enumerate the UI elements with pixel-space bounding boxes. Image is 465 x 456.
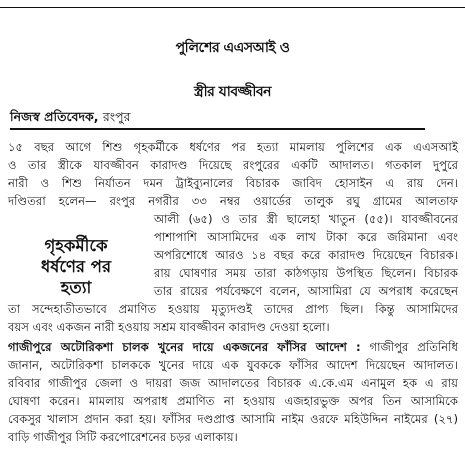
story1-line: পাশাপাশি আসামিদের এক লাখ টাকা করে জরিমানা এবং [154,230,458,244]
headline-line-1: পুলিশের এএসআই ও [175,40,290,56]
story2-line: ঘোষণা করেন। মামলায় অপরাধ প্রমাণিত না হওয়ায় এজহারভুক্ত অপর তিন আসামিকে [8,394,458,408]
story2-line: রবিবার গাজীপুর জেলা ও দায়রা জজ আদালতের বিচারক এ.কে.এম এনামুল হক এ রায় [8,376,458,390]
headline-line-2: স্ত্রীর যাবজ্জীবন [194,84,271,100]
story1-line: আলী (৬৫) ও তার স্ত্রী ছালেহা খাতুন (৫৫)। যাবজ্জীবনের [154,212,458,226]
pull-quote-line-3: হত্যা [60,278,92,297]
story2-line: জানান, অটোরিকশা চালককে খুনের দায়ে এক যুবককে ফাঁসির আদেশ দিয়েছেন আদালত। [8,358,458,372]
byline-reporter: নিজস্ব প্রতিবেদক, [10,109,99,124]
story1-line: বয়স এবং একজন নারী হওয়ায় সশ্রম যাবজ্জীবন কারাদণ্ড দেওয়া হলো। [8,320,330,334]
byline-rule [10,128,425,130]
story2-line: বাড়ি গাজীপুর সিটি করপোরেশনের চড়র এলাকায়। [8,430,238,444]
story1-line: দণ্ডিতরা হলেন— রংপুর নগরীর ৩৩ নম্বর ওয়ার্ডের তালুক রঘু গ্রামের আলতাফ [8,194,458,208]
story2-heading: গাজীপুরে অটোরিকশা চালক খুনের দায়ে একজনের ফাঁসির আদেশ : [8,340,361,354]
story2-first-line-rest: গাজীপুর প্রতিনিধি [369,340,458,354]
pull-quote-line-2: ধর্ষণের পর [40,257,112,276]
top-cut-strip [0,0,465,8]
story1-line: অপরিশোধে আরও ১৪ বছর করে কারাদণ্ড দিয়েছেন বিচারক। [154,248,458,262]
byline-place: রংপুর [102,109,131,124]
story2-line: বেকসুর খালাস প্রদান করা হয়। ফাঁসির দণ্ডপ্রাপ্ত আসামি নাইম ওরফে মহিউদ্দিন নাইমের (২৭) [8,412,458,426]
byline [10,109,131,129]
story1-line: রায় ঘোষণার সময় তারা কাঠগড়ায় উপস্থিত ছিলেন। বিচারক [154,266,458,280]
story1-line: ১৫ বছর আগে শিশু গৃহকর্মীকে ধর্ষণের পর হত্যা মামলায় পুলিশের এক এএসআই [8,140,458,154]
story1-line: ও তার স্ত্রীকে যাবজ্জীবন কারাদণ্ড দিয়েছে রংপুরের একটি আদালত। গতকাল দুপুরে [8,158,458,172]
pull-quote [12,235,140,298]
headline [0,26,465,114]
story1-line: তা সন্দেহাতীতভাবে প্রমাণিত হওয়ায় মৃত্যুদণ্ডই তাদের প্রাপ্য ছিল। কিন্তু আসামিদের [8,302,458,316]
story1-line: নারী ও শিশু নির্যাতন দমন ট্রাইব্যুনালের বিচারক জাবিদ হোসাইন এ রায় দেন। [8,176,458,190]
story2-first-line [8,340,458,355]
story1-line: তার রায়ের পর্যবেক্ষণে বলেন, আসামিরা যে অপরাধ করেছেন [154,284,458,298]
pull-quote-line-1: গৃহকর্মীকে [44,236,108,255]
